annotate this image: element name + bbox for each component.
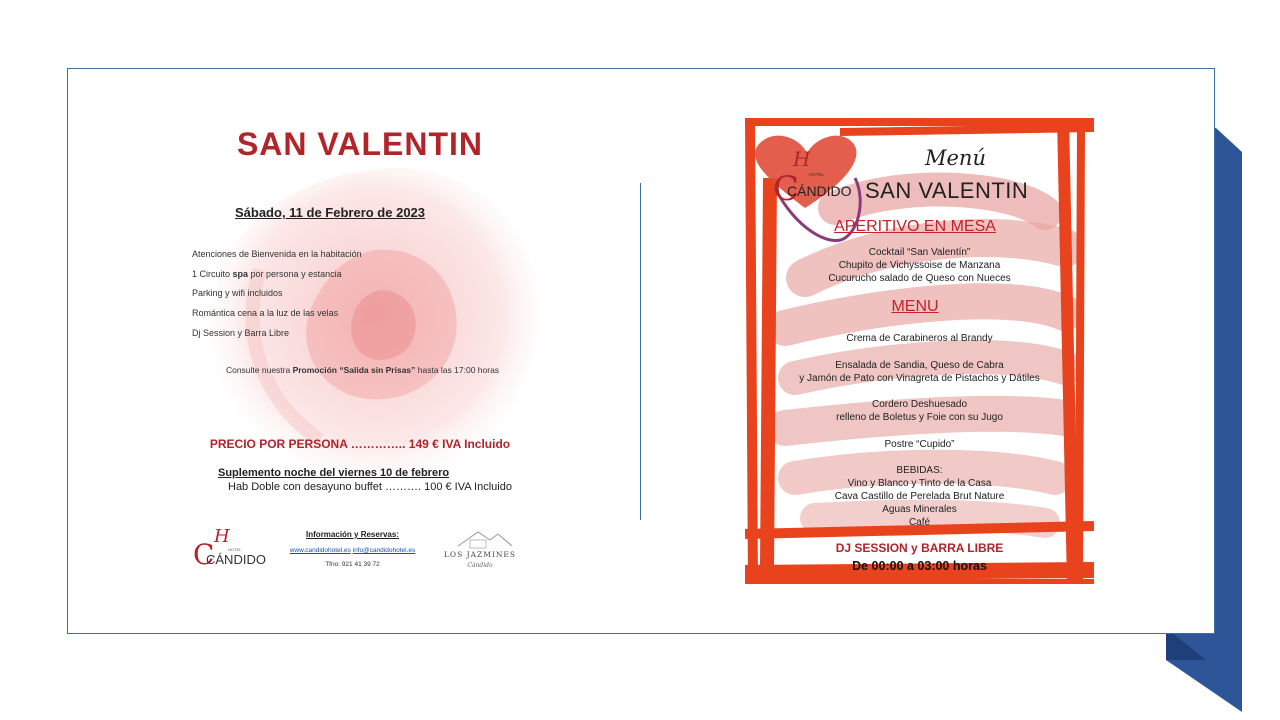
los-jazmines-logo [440, 524, 520, 572]
dj-session-text: DJ SESSION y BARRA LIBRE [835, 541, 1004, 555]
aperitivo-heading: APERITIVO EN MESA [834, 218, 996, 235]
website-link[interactable]: www.candidohotel.es [289, 547, 351, 554]
vertical-divider [640, 183, 641, 520]
list-item: Cocktail “San Valentín” [868, 247, 971, 258]
dj-session-hours: De 00:00 a 03:00 horas [852, 559, 987, 573]
hotel-candido-logo [190, 526, 270, 572]
svg-text:CÁNDIDO: CÁNDIDO [787, 183, 852, 199]
amenities-list [192, 248, 362, 346]
booking-info [275, 530, 430, 568]
svg-text:H: H [214, 526, 230, 547]
list-item: Café [908, 517, 931, 528]
contact-links [275, 547, 430, 554]
drinks-list [745, 464, 1094, 529]
price-per-person: PRECIO POR PERSONA ………….. 149 € IVA Incluido [209, 437, 511, 451]
svg-text:H: H [793, 147, 811, 171]
dish-item: Ensalada de Sandia, Queso de Cabra y Jamón de Pato con Vinagreta de Pistachos y Dátiles [799, 360, 1040, 384]
supplement-detail: Hab Doble con desayuno buffet ………. 100 € IVA Incluido [228, 481, 512, 493]
svg-text:C: C [773, 169, 800, 209]
list-item: 1 Circuito spa por persona y estancia [192, 268, 342, 279]
aperitivo-list [745, 246, 1094, 285]
supplement-title: Suplemento noche del viernes 10 de febrero [218, 467, 450, 479]
menu-card [745, 118, 1094, 584]
dish-item: Postre “Cupido” [884, 439, 955, 450]
list-item: BEBIDAS: [896, 465, 943, 476]
list-item: Aguas Minerales [882, 504, 957, 515]
svg-text:CÁNDIDO: CÁNDIDO [206, 552, 266, 567]
phone-number: Tfno: 921 41 39 72 [325, 561, 380, 568]
list-item: Parking y wifi incluidos [192, 288, 283, 299]
booking-info-title: Información y Reservas: [306, 530, 399, 539]
list-item: Romántica cena a la luz de las velas [192, 308, 339, 319]
list-item: Cava Castillo de Perelada Brut Nature [834, 491, 1005, 502]
svg-text:HOTEL: HOTEL [228, 547, 242, 552]
menu-heading: MENU [891, 298, 939, 315]
event-date: Sábado, 11 de Febrero de 2023 [234, 205, 426, 220]
svg-text:Cándido: Cándido [467, 562, 493, 569]
email-link[interactable]: info@candidohotel.es [352, 547, 416, 554]
dish-item: Crema de Carabineros al Brandy [846, 333, 993, 344]
list-item: Dj Session y Barra Libre [192, 327, 290, 338]
svg-text:C: C [193, 538, 215, 571]
svg-text:HOTEL: HOTEL [809, 172, 825, 177]
svg-text:LOS JAZMINES: LOS JAZMINES [443, 550, 517, 559]
list-item: Vino y Blanco y Tinto de la Casa [847, 478, 992, 489]
list-item: Cucurucho salado de Queso con Nueces [828, 273, 1011, 284]
promotion-text: Consulte nuestra Promoción “Salida sin Prisas” hasta las 17:00 horas [225, 365, 500, 375]
list-item: Atenciones de Bienvenida en la habitación [192, 249, 362, 259]
page-title: SAN VALENTIN [236, 126, 484, 162]
menu-script-title: Menú [925, 146, 986, 170]
menu-title: SAN VALENTIN [865, 178, 1029, 203]
dish-item: Cordero Deshuesado relleno de Boletus y Foie con su Jugo [836, 399, 1003, 423]
list-item: Chupito de Vichyssoise de Manzana [838, 260, 1001, 271]
